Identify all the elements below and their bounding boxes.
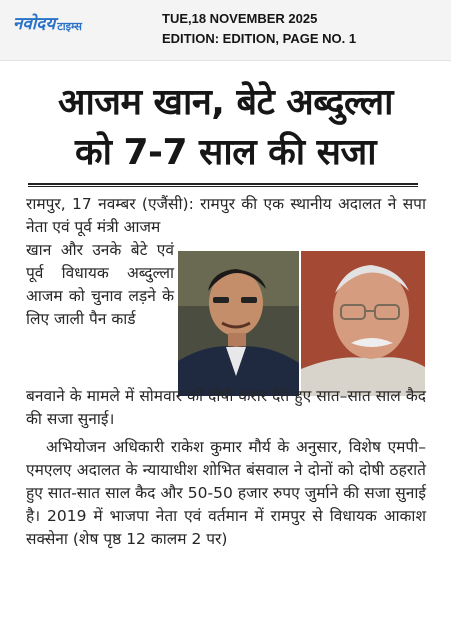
newspaper-logo[interactable]: [13, 15, 82, 33]
paragraph-1-wrap: खान और उनके बेटे एवं पूर्व विधायक अब्दुल्ला आजम को चुनाव लड़ने के लिए जाली पैन कार्ड: [26, 241, 174, 328]
paragraph-1-start: रामपुर, 17 नवम्बर (एजैंसी): रामपुर की एक स्थानीय अदालत ने सपा नेता एवं पूर्व मंत्री आजम: [26, 195, 426, 236]
photo-azam-khan: [301, 251, 425, 396]
headline-line-2: को 7-7 साल की सजा: [74, 132, 377, 173]
photo-abdullah-azam: [178, 251, 299, 396]
logo-sub-text: टाइम्स: [57, 20, 82, 33]
article-headline: [0, 78, 451, 178]
logo-main-text: नवोदय: [13, 14, 56, 34]
headline-divider-thin: [28, 186, 418, 187]
headline-divider: [28, 183, 418, 185]
paragraph-1-end: बनवाने के मामले में सोमवार को दोषी करार देते हुए सात–सात साल कैद की सजा सुनाई।: [26, 387, 426, 428]
paragraph-2: अभियोजन अधिकारी राकेश कुमार मौर्य के अनुसार, विशेष एमपी–एमएलए अदालत के न्यायाधीश शोभित बंसवाल ने दोनों को दोषी ठहराते हुए सात-सात साल कैद और 50-50 हजार रुपए जुर्माने की सजा सुनाई है। 2019 में भाजपा नेता एवं वर्तमान में रामपुर से विधायक आकाश सक्सेना (शेष पृष्ठ 12 कालम 2 पर): [26, 438, 426, 548]
headline-line-1: आजम खान, बेटे अब्दुल्ला: [57, 82, 394, 123]
edition-date: TUE,18 NOVEMBER 2025: [162, 11, 318, 26]
masthead: [0, 0, 451, 61]
edition-page: EDITION: EDITION, PAGE NO. 1: [162, 31, 357, 46]
